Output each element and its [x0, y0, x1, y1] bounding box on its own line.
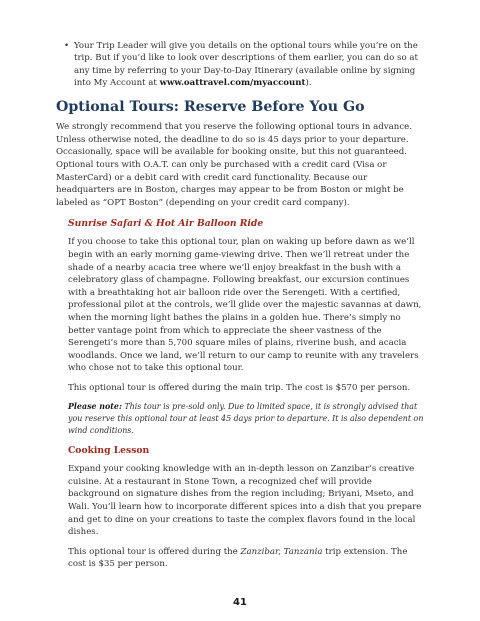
page-number: 41	[233, 597, 247, 608]
section-heading: Optional Tours: Reserve Before You Go	[56, 99, 365, 116]
tour-note-sunrise-safari	[68, 401, 425, 436]
tour-title-cooking-lesson: Cooking Lesson	[68, 445, 150, 457]
tour-description-cooking-lesson: Expand your cooking knowledge with an in-depth lesson on Zanzibar’s creative cuisine. At a restaurant in Stone Town, a recognized chef will provide background on signature dishes from the region including; Briyani, Mseto, and Wali. You’ll learn how to incorporate different spices into a dish that you prepare and get to dine on your creations to taste the complex flavors found in the local dishes.	[68, 464, 422, 538]
tour-description-sunrise-safari: If you choose to take this optional tour, plan on waking up before dawn as we’ll begin with an early morning game-viewing drive. Then we’ll retreat under the shade of a nearby acacia tree where we’ll enjoy breakfast in the bush with a celebratory glass of champagne. Following breakfast, our excursion continues with a breathtaking hot air balloon ride over the Serengeti. With a certified, professional pilot at the controls, we’ll glide over the majestic savannas at dawn, when the morning light bathes the plains in a golden hue. There’s simply no better vantage point from which to appreciate the sheer vastness of the Serengeti’s more than 5,700 square miles of plains, riverine bush, and acacia woodlands. Once we land, we’ll return to our camp to reunite with any travelers who chose not to take this optional tour.	[68, 237, 422, 374]
trip-leader-bullet	[64, 40, 425, 89]
bullet-text	[74, 40, 425, 89]
account-link[interactable]: www.oattravel.com/myaccount	[159, 77, 306, 88]
intro-paragraph: We strongly recommend that you reserve the following optional tours in advance. Unless otherwise noted, the deadline to do so is 45 days prior to your departure. Occasionally, space will be available for booking onsite, but this not guaranteed. Optional tours with O.A.T. can only be purchased with a credit card (Visa or MasterCard) or a debit card with credit card functionality. Because our headquarters are in Boston, charges may appear to be from Boston or might be labeled as “OPT Boston” (depending on your credit card company).	[56, 122, 412, 208]
price-pre: This optional tour is offered during the	[68, 546, 241, 557]
note-text: This tour is pre-sold only. Due to limited space, it is strongly advised that you reserve this optional tour at least 45 days prior to departure. It is also dependent on wind conditions.	[68, 402, 424, 435]
tour-price-cooking-lesson	[68, 546, 425, 571]
tour-title-sunrise-safari: Sunrise Safari & Hot Air Balloon Ride	[68, 218, 264, 230]
bullet-end: ).	[305, 77, 312, 88]
tour-price-sunrise-safari: This optional tour is offered during the main trip. The cost is $570 per person.	[68, 382, 411, 393]
bullet-marker: •	[64, 41, 70, 51]
note-label: Please note:	[68, 402, 122, 412]
extension-name: Zanzibar, Tanzania	[240, 546, 323, 557]
price-post: trip extension. The cost is $35 per person.	[68, 546, 408, 570]
bullet-body: Your Trip Leader will give you details on the optional tours while you’re on the trip. But if you’d like to look over descriptions of them earlier, you can do so at any time by referring to your Day-to-Day Itinerary (available online by signing into My Account at	[74, 41, 418, 88]
